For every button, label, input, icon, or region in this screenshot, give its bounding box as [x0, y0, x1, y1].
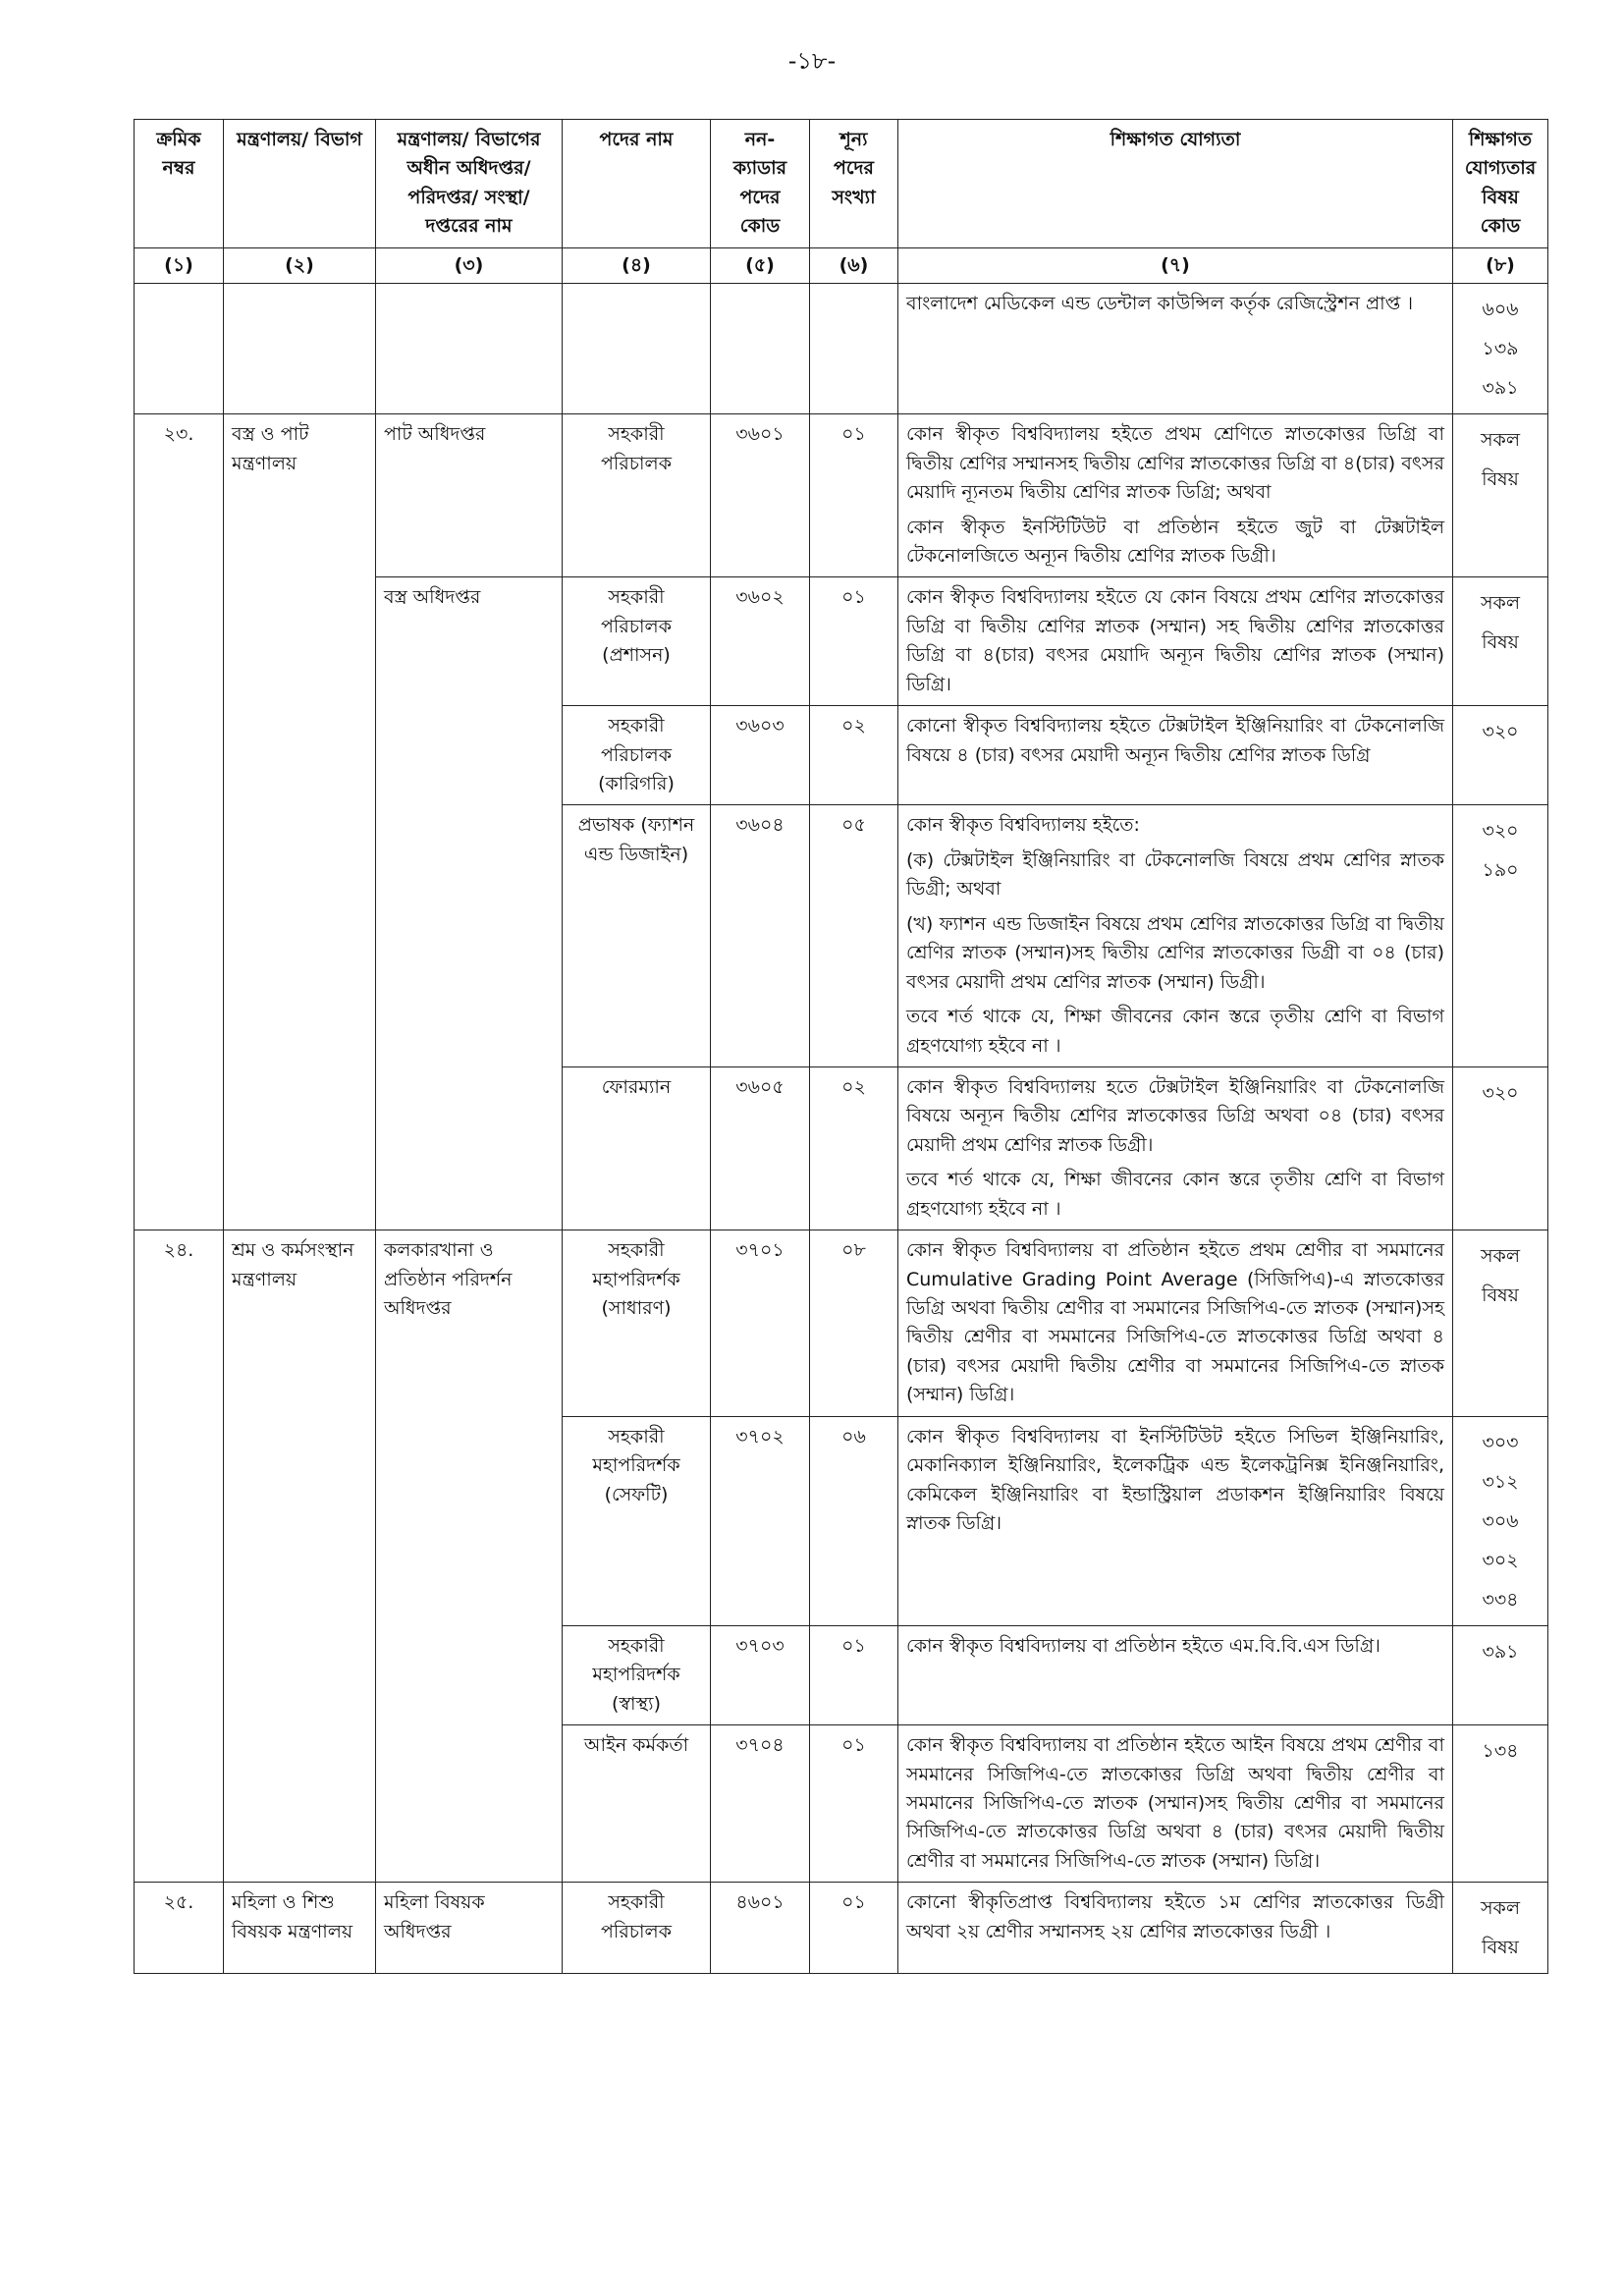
- subject-code: সকল: [1480, 429, 1520, 452]
- qualification-paragraph: (ক) টেক্সটাইল ইঞ্জিনিয়ারিং বা টেকনোলজি বিষয়ে প্রথম শ্রেণির স্নাতক ডিগ্রী; অথবা: [906, 848, 1444, 901]
- qualification-paragraph: তবে শর্ত থাকে যে, শিক্ষা জীবনের কোন স্তরে তৃতীয় শ্রেণি বা বিভাগ গ্রহণযোগ্য হইবে না ।: [906, 1169, 1444, 1220]
- post-code: ৩৭০৪: [711, 1725, 810, 1883]
- department-name: [376, 284, 563, 414]
- subject-codes: [1453, 706, 1548, 805]
- header-serial: ক্রমিক নম্বর: [135, 120, 224, 248]
- subject-code: বিষয়: [1482, 468, 1519, 491]
- subject-code: ৩০৬: [1482, 1509, 1519, 1532]
- subject-codes: [1453, 577, 1548, 706]
- subject-code: বিষয়: [1482, 1285, 1519, 1307]
- qualification: [898, 577, 1453, 706]
- post-name: সহকারী পরিচালক (কারিগরি): [563, 706, 711, 805]
- post-name: আইন কর্মকর্তা: [563, 1725, 711, 1883]
- subject-codes: [1453, 1725, 1548, 1883]
- vacancy-count: ০৮: [810, 1230, 898, 1417]
- subject-code: ৩৩৪: [1482, 1588, 1519, 1611]
- department-name: মহিলা বিষয়ক অধিদপ্তর: [376, 1883, 563, 1974]
- qualification-paragraph: কোন স্বীকৃত ইনস্টিটিউট বা প্রতিষ্ঠান হইতে জুট বা টেক্সটাইল টেকনোলজিতে অন্যূন দ্বিতীয় শ্রেণির স্নাতক ডিগ্রী।: [906, 516, 1444, 567]
- table-row: [135, 284, 1548, 414]
- qualification: [898, 284, 1453, 414]
- vacancy-count: ০৫: [810, 805, 898, 1067]
- post-code: ৩৬০৫: [711, 1066, 810, 1230]
- column-number: (১): [135, 247, 224, 283]
- qualification-paragraph: কোনো স্বীকৃতিপ্রাপ্ত বিশ্ববিদ্যালয় হইতে ১ম শ্রেণির স্নাতকোত্তর ডিগ্রী অথবা ২য় শ্রেণীর সম্মানসহ ২য় শ্রেণির স্নাতকোত্তর ডিগ্রী ।: [906, 1891, 1444, 1942]
- column-number: (৪): [563, 247, 711, 283]
- post-code: ৩৭০১: [711, 1230, 810, 1417]
- qualification: [898, 414, 1453, 577]
- table-row: [135, 1883, 1548, 1974]
- subject-code: ৩৯১: [1482, 377, 1519, 400]
- post-code: ৩৬০৪: [711, 805, 810, 1067]
- qualification-paragraph: কোনো স্বীকৃত বিশ্ববিদ্যালয় হইতে টেক্সটাইল ইঞ্জিনিয়ারিং বা টেকনোলজি বিষয়ে ৪ (চার) বৎসর মেয়াদী অন্যূন দ্বিতীয় শ্রেণির স্নাতক ডিগ্রি: [906, 715, 1444, 766]
- post-code: [711, 284, 810, 414]
- qualification-paragraph: কোন স্বীকৃত বিশ্ববিদ্যালয় হইতে:: [906, 814, 1140, 837]
- post-name: সহকারী পরিচালক: [563, 414, 711, 577]
- post-code: ৪৬০১: [711, 1883, 810, 1974]
- ministry-name: শ্রম ও কর্মসংস্থান মন্ত্রণালয়: [224, 1230, 376, 1883]
- vacancy-count: ০১: [810, 1883, 898, 1974]
- qualification-paragraph: বাংলাদেশ মেডিকেল এন্ড ডেন্টাল কাউন্সিল কর্তৃক রেজিস্ট্রেশন প্রাপ্ত ।: [906, 293, 1414, 315]
- header-department: মন্ত্রণালয়/ বিভাগের অধীন অধিদপ্তর/ পরিদপ্তর/ সংস্থা/ দপ্তরের নাম: [376, 120, 563, 248]
- header-ministry: মন্ত্রণালয়/ বিভাগ: [224, 120, 376, 248]
- qualification-paragraph: কোন স্বীকৃত বিশ্ববিদ্যালয় বা প্রতিষ্ঠান হইতে এম.বি.বি.এস ডিগ্রি।: [906, 1634, 1380, 1657]
- vacancy-count: ০৬: [810, 1416, 898, 1625]
- post-name: সহকারী মহাপরিদর্শক (সাধারণ): [563, 1230, 711, 1417]
- qualification-paragraph: কোন স্বীকৃত বিশ্ববিদ্যালয় বা প্রতিষ্ঠান হইতে প্রথম শ্রেণীর বা সমমানের Cumulative Grading Point Average (সিজিপিএ)-এ স্নাতকোত্তর ডিগ্রি অথবা দ্বিতীয় শ্রেণীর বা সমমানের সিজিপিএ-তে স্নাতক (সম্মান)সহ দ্বিতীয় শ্রেণীর বা সমমানের সিজিপিএ-তে স্নাতকোত্তর ডিগ্রি অথবা ৪ (চার) বৎসর মেয়াদী দ্বিতীয় শ্রেণীর বা সমমানের সিজিপিএ-তে স্নাতক (সম্মান) ডিগ্রি।: [906, 1239, 1444, 1406]
- subject-code: ৩০২: [1482, 1549, 1519, 1571]
- subject-code: বিষয়: [1482, 1937, 1519, 1959]
- department-name: কলকারখানা ও প্রতিষ্ঠান পরিদর্শন অধিদপ্তর: [376, 1230, 563, 1883]
- qualification-paragraph: কোন স্বীকৃত বিশ্ববিদ্যালয় বা প্রতিষ্ঠান হইতে আইন বিষয়ে প্রথম শ্রেণীর বা সমমানের সিজিপিএ-তে স্নাতকোত্তর ডিগ্রি অথবা দ্বিতীয় শ্রেণীর বা সমমানের সিজিপিএ-তে স্নাতক (সম্মান)সহ দ্বিতীয় শ্রেণীর বা সমমানের সিজিপিএ-তে স্নাতকোত্তর ডিগ্রি অথবা ৪ (চার) বৎসর মেয়াদী দ্বিতীয় শ্রেণীর বা সমমানের সিজিপিএ-তে স্নাতক (সম্মান) ডিগ্রি।: [906, 1734, 1444, 1872]
- qualification-paragraph: তবে শর্ত থাকে যে, শিক্ষা জীবনের কোন স্তরে তৃতীয় শ্রেণি বা বিভাগ গ্রহণযোগ্য হইবে না ।: [906, 1006, 1444, 1057]
- column-number-row: [135, 247, 1548, 283]
- subject-codes: [1453, 1416, 1548, 1625]
- subject-code: ১৩৯: [1482, 338, 1519, 360]
- qualification-paragraph: (খ) ফ্যাশন এন্ড ডিজাইন বিষয়ে প্রথম শ্রেণির স্নাতকোত্তর ডিগ্রি বা দ্বিতীয় শ্রেণির স্নাতক (সম্মান)সহ দ্বিতীয় শ্রেণির স্নাতকোত্তর ডিগ্রী বা ০৪ (চার) বৎসর মেয়াদী প্রথম শ্রেণির স্নাতক (সম্মান) ডিগ্রী।: [906, 912, 1444, 993]
- qualification: [898, 1416, 1453, 1625]
- subject-code: ৩২০: [1482, 820, 1519, 843]
- column-number: (৩): [376, 247, 563, 283]
- post-name: সহকারী মহাপরিদর্শক (স্বাস্থ্য): [563, 1625, 711, 1724]
- vacancy-count: ০১: [810, 577, 898, 706]
- column-number: (৬): [810, 247, 898, 283]
- subject-code: সকল: [1480, 592, 1520, 615]
- header-row: [135, 120, 1548, 248]
- department-name: পাট অধিদপ্তর: [376, 414, 563, 577]
- header-post-code: নন-ক্যাডার পদের কোড: [711, 120, 810, 248]
- vacancy-count: ০১: [810, 1725, 898, 1883]
- subject-code: ৩২০: [1482, 721, 1519, 743]
- serial-number: [135, 284, 224, 414]
- serial-number: ২৪.: [135, 1230, 224, 1883]
- post-code: ৩৬০৩: [711, 706, 810, 805]
- post-name: সহকারী পরিচালক: [563, 1883, 711, 1974]
- post-code: ৩৭০২: [711, 1416, 810, 1625]
- vacancy-count: ০২: [810, 706, 898, 805]
- qualification: [898, 1883, 1453, 1974]
- post-name: ফোরম্যান: [563, 1066, 711, 1230]
- subject-codes: [1453, 805, 1548, 1067]
- page-number: -১৮-: [787, 47, 837, 75]
- header-post-name: পদের নাম: [563, 120, 711, 248]
- vacancy-count: ০২: [810, 1066, 898, 1230]
- serial-number: ২৫.: [135, 1883, 224, 1974]
- subject-code: ৩৯১: [1482, 1640, 1519, 1663]
- post-name: সহকারী মহাপরিদর্শক (সেফটি): [563, 1416, 711, 1625]
- qualification: [898, 706, 1453, 805]
- vacancy-count: ০১: [810, 414, 898, 577]
- serial-number: ২৩.: [135, 414, 224, 1230]
- column-number: (৭): [898, 247, 1453, 283]
- subject-codes: [1453, 1230, 1548, 1417]
- subject-codes: [1453, 284, 1548, 414]
- subject-codes: [1453, 1883, 1548, 1974]
- column-number: (২): [224, 247, 376, 283]
- subject-code: সকল: [1480, 1245, 1520, 1268]
- subject-code: ৩২০: [1482, 1081, 1519, 1104]
- qualification-paragraph: কোন স্বীকৃত বিশ্ববিদ্যালয় বা ইনস্টিটিউট হইতে সিভিল ইঞ্জিনিয়ারিং, মেকানিক্যাল ইঞ্জিনিয়ারিং, ইলেকট্রিক এন্ড ইলেকট্রনিক্স ইনিঞ্জনিয়ারিং, কেমিকেল ইঞ্জিনিয়ারিং বা ইন্ডাস্ট্রিয়াল প্রডাকশন ইঞ্জিনিয়ারিং বিষয়ে স্নাতক ডিগ্রি।: [906, 1425, 1444, 1535]
- post-code: ৩৬০১: [711, 414, 810, 577]
- subject-codes: [1453, 1625, 1548, 1724]
- qualification: [898, 1230, 1453, 1417]
- subject-code: ৩০৩: [1482, 1431, 1519, 1453]
- header-subject-code: শিক্ষাগত যোগ্যতার বিষয় কোড: [1453, 120, 1548, 248]
- post-code: ৩৭০৩: [711, 1625, 810, 1724]
- qualification: [898, 805, 1453, 1067]
- qualification-paragraph: কোন স্বীকৃত বিশ্ববিদ্যালয় হইতে যে কোন বিষয়ে প্রথম শ্রেণির স্নাতকোত্তর ডিগ্রি বা দ্বিতীয় শ্রেণির স্নাতক (সম্মান) সহ দ্বিতীয় শ্রেণির স্নাতকোত্তর ডিগ্রি বা ৪(চার) বৎসর মেয়াদি অন্যূন দ্বিতীয় শ্রেণির স্নাতক (সম্মান) ডিগ্রি।: [906, 586, 1444, 695]
- subject-codes: [1453, 1066, 1548, 1230]
- qualification: [898, 1066, 1453, 1230]
- qualification-paragraph: কোন স্বীকৃত বিশ্ববিদ্যালয় হতে টেক্সটাইল ইঞ্জিনিয়ারিং বা টেকনোলজি বিষয়ে অন্যূন দ্বিতীয় শ্রেণির স্নাতকোত্তর ডিগ্রি অথবা ০৪ (চার) বৎসর মেয়াদী প্রথম শ্রেণির স্নাতক ডিগ্রী।: [906, 1075, 1444, 1156]
- ministry-name: বস্ত্র ও পাট মন্ত্রণালয়: [224, 414, 376, 1230]
- subject-codes: [1453, 414, 1548, 577]
- table-body: [135, 284, 1548, 1974]
- post-name: সহকারী পরিচালক (প্রশাসন): [563, 577, 711, 706]
- subject-code: বিষয়: [1482, 631, 1519, 654]
- qualification: [898, 1725, 1453, 1883]
- post-name: [563, 284, 711, 414]
- qualification: [898, 1625, 1453, 1724]
- subject-code: ৩১২: [1482, 1470, 1519, 1493]
- subject-code: ১৩৪: [1482, 1740, 1519, 1763]
- department-name: বস্ত্র অধিদপ্তর: [376, 577, 563, 1230]
- post-code: ৩৬০২: [711, 577, 810, 706]
- vacancy-count: [810, 284, 898, 414]
- subject-code: ৬০৬: [1482, 299, 1519, 321]
- qualification-paragraph: কোন স্বীকৃত বিশ্ববিদ্যালয় হইতে প্রথম শ্রেণিতে স্নাতকোত্তর ডিগ্রি বা দ্বিতীয় শ্রেণির সম্মানসহ দ্বিতীয় শ্রেণির স্নাতকোত্তর ডিগ্রি বা ৪(চার) বৎসর মেয়াদি ন্যূনতম দ্বিতীয় শ্রেণির স্নাতক ডিগ্রি; অথবা: [906, 423, 1444, 504]
- column-number: (৮): [1453, 247, 1548, 283]
- header-vacancies: শূন্য পদের সংখ্যা: [810, 120, 898, 248]
- subject-code: ১৯০: [1482, 859, 1519, 882]
- table-row: [135, 414, 1548, 577]
- table-row: [135, 1230, 1548, 1417]
- vacancy-count: ০১: [810, 1625, 898, 1724]
- post-name: প্রভাষক (ফ্যাশন এন্ড ডিজাইন): [563, 805, 711, 1067]
- ministry-name: মহিলা ও শিশু বিষয়ক মন্ত্রণালয়: [224, 1883, 376, 1974]
- subject-code: সকল: [1480, 1897, 1520, 1920]
- column-number: (৫): [711, 247, 810, 283]
- vacancy-table: [134, 119, 1548, 1974]
- ministry-name: [224, 284, 376, 414]
- header-qualification: শিক্ষাগত যোগ্যতা: [898, 120, 1453, 248]
